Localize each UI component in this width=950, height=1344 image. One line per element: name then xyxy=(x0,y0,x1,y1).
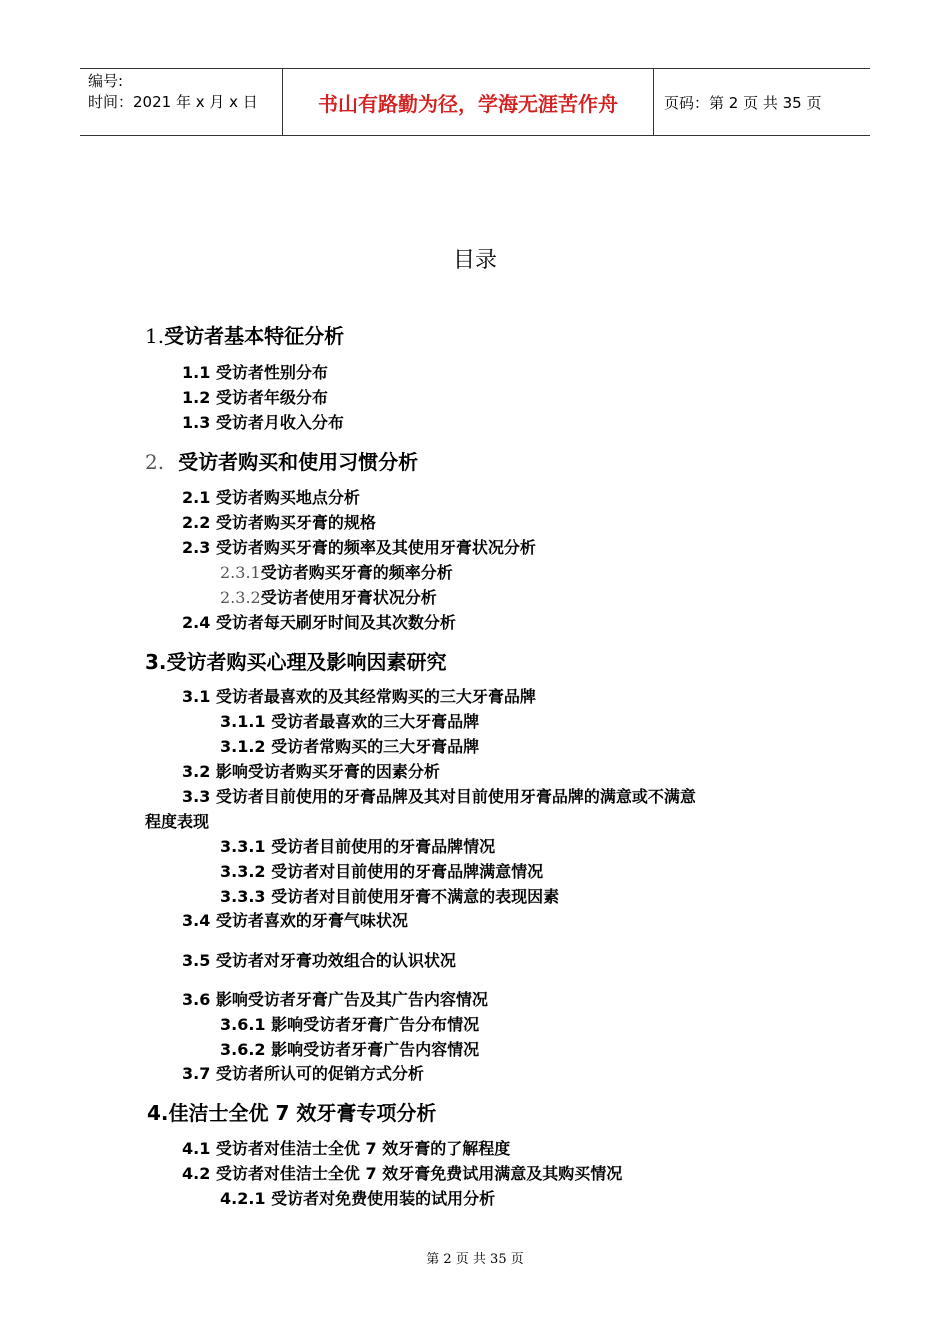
toc-entry-4-2-1[interactable]: 4.2.1 受访者对免费使用装的试用分析 xyxy=(220,1189,496,1208)
toc-entry-3-3-cont: 程度表现 xyxy=(145,812,210,831)
toc-entry-3-6-1[interactable]: 3.6.1 影响受访者牙膏广告分布情况 xyxy=(220,1015,480,1034)
toc-entry-number: 2.3.2 xyxy=(220,588,261,607)
toc-entry-2-2[interactable]: 2.2 受访者购买牙膏的规格 xyxy=(182,513,376,532)
toc-entry-3-7[interactable]: 3.7 受访者所认可的促销方式分析 xyxy=(182,1064,424,1083)
toc-entry-3-1[interactable]: 3.1 受访者最喜欢的及其经常购买的三大牙膏品牌 xyxy=(182,687,536,706)
page-footer: 第 2 页 共 35 页 xyxy=(426,1252,524,1267)
toc-entry-1-1[interactable]: 1.1 受访者性别分布 xyxy=(182,363,328,382)
page-header xyxy=(80,68,870,136)
toc-entry-1-3[interactable]: 1.3 受访者月收入分布 xyxy=(182,413,344,432)
toc-entry-number: 2. xyxy=(145,450,165,474)
toc-entry-3-3[interactable]: 3.3 受访者目前使用的牙膏品牌及其对目前使用牙膏品牌的满意或不满意 xyxy=(182,787,696,806)
toc-entry-4-1[interactable]: 4.1 受访者对佳洁士全优 7 效牙膏的了解程度 xyxy=(182,1139,511,1158)
toc-entry-2-3[interactable]: 2.3 受访者购买牙膏的频率及其使用牙膏状况分析 xyxy=(182,538,536,557)
number-label: 编号: xyxy=(88,72,124,90)
toc-entry-3-1-1[interactable]: 3.1.1 受访者最喜欢的三大牙膏品牌 xyxy=(220,712,480,731)
toc-entry-3-1-2[interactable]: 3.1.2 受访者常购买的三大牙膏品牌 xyxy=(220,737,480,756)
toc-entry-3-3-1[interactable]: 3.3.1 受访者目前使用的牙膏品牌情况 xyxy=(220,837,496,856)
toc-entry-2-3-2[interactable] xyxy=(220,585,437,608)
toc-entry-1-2[interactable]: 1.2 受访者年级分布 xyxy=(182,388,328,407)
toc-title: 目录 xyxy=(452,248,497,273)
toc-entry-text: 受访者使用牙膏状况分析 xyxy=(260,588,437,607)
toc-entry-3-5[interactable]: 3.5 受访者对牙膏功效组合的认识状况 xyxy=(182,951,456,970)
toc-entry-3-2[interactable]: 3.2 影响受访者购买牙膏的因素分析 xyxy=(182,762,440,781)
toc-entry-2-1[interactable]: 2.1 受访者购买地点分析 xyxy=(182,488,360,507)
toc-entry-3-3-2[interactable]: 3.3.2 受访者对目前使用的牙膏品牌满意情况 xyxy=(220,862,544,881)
time-label: 时间：2021 年 x 月 x 日 xyxy=(88,93,258,111)
toc-entry-1[interactable] xyxy=(145,320,344,349)
toc-entry-3-4[interactable]: 3.4 受访者喜欢的牙膏气味状况 xyxy=(182,911,408,930)
toc-entry-number: 1. xyxy=(145,324,165,348)
toc-entry-text: 受访者购买牙膏的频率分析 xyxy=(260,563,453,582)
toc-entry-3-6[interactable]: 3.6 影响受访者牙膏广告及其广告内容情况 xyxy=(182,990,488,1009)
toc-entry-2-3-1[interactable] xyxy=(220,560,453,583)
toc-entry-2-4[interactable]: 2.4 受访者每天刷牙时间及其次数分析 xyxy=(182,613,456,632)
header-motto: 书山有路勤为径，学海无涯苦作舟 xyxy=(282,69,654,135)
toc-entry-number: 2.3.1 xyxy=(220,563,261,582)
toc-entry-3[interactable]: 3.受访者购买心理及影响因素研究 xyxy=(145,650,447,674)
toc-entry-4-2[interactable]: 4.2 受访者对佳洁士全优 7 效牙膏免费试用满意及其购买情况 xyxy=(182,1164,623,1183)
header-page-info: 页码：第 2 页 共 35 页 xyxy=(664,93,822,112)
toc-entry-3-6-2[interactable]: 3.6.2 影响受访者牙膏广告内容情况 xyxy=(220,1040,480,1059)
toc-entry-text: 受访者购买和使用习惯分析 xyxy=(178,450,419,474)
toc-entry-2[interactable] xyxy=(145,446,418,475)
header-meta xyxy=(80,69,282,135)
toc-entry-4[interactable]: 4.佳洁士全优 7 效牙膏专项分析 xyxy=(147,1101,437,1125)
toc-entry-3-3-3[interactable]: 3.3.3 受访者对目前使用牙膏不满意的表现因素 xyxy=(220,887,560,906)
toc-entry-text: 受访者基本特征分析 xyxy=(164,324,345,348)
